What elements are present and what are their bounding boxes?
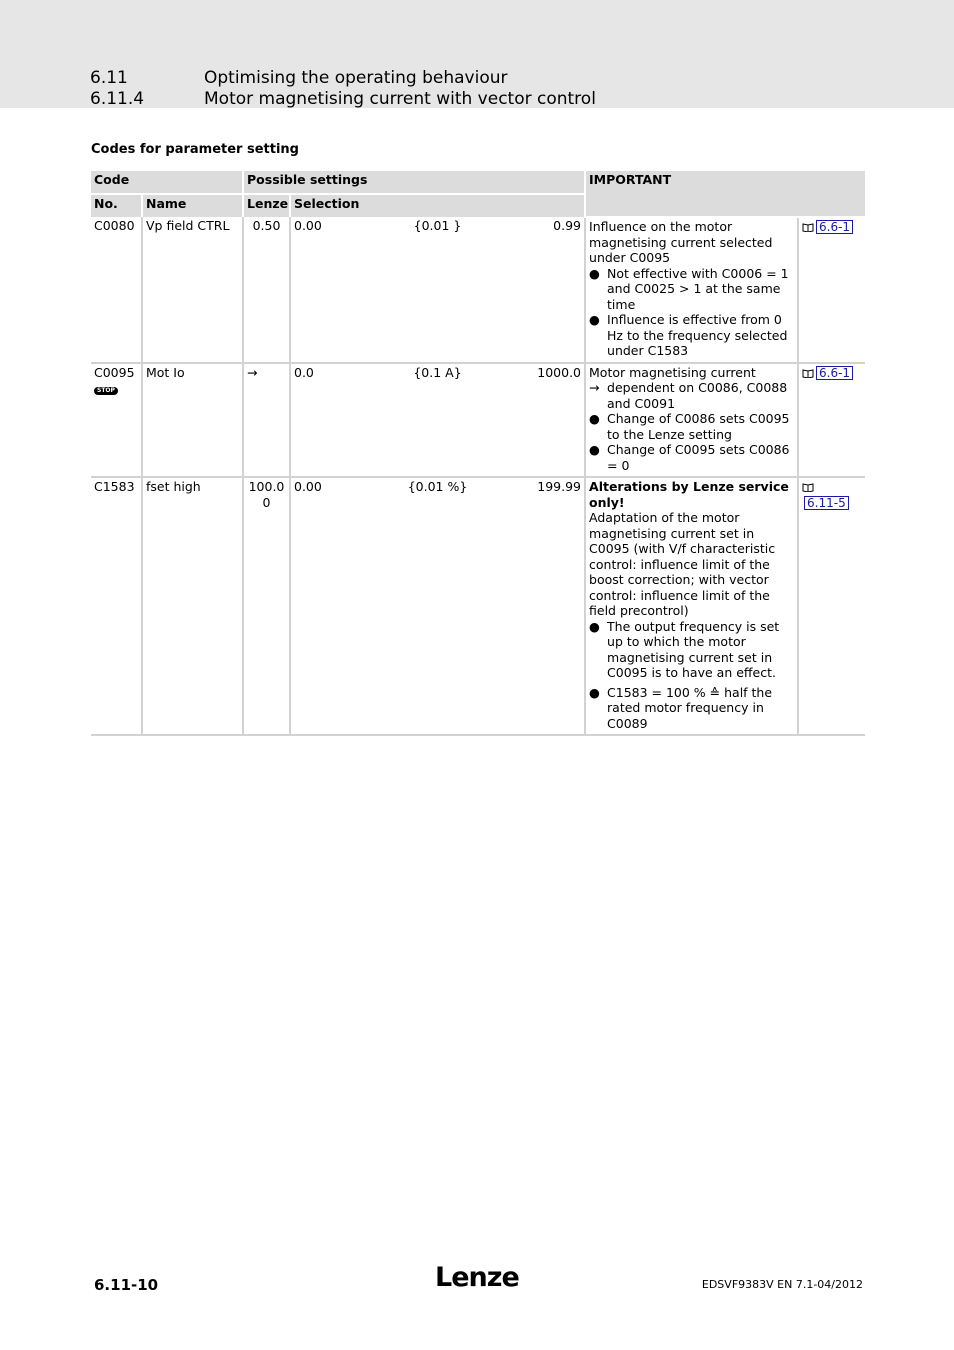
chapter-number: 6.11 — [90, 68, 128, 88]
table-header-row-1 — [91, 171, 865, 194]
section-heading: Motor magnetising current with vector control — [204, 89, 596, 109]
bullet-item: ● Change of C0086 sets C0095 to the Lenze setting — [589, 411, 790, 442]
book-icon — [802, 223, 814, 232]
code-no: C1583 — [91, 477, 142, 735]
table-row — [91, 477, 865, 735]
header-chapter — [90, 68, 508, 88]
code-name: fset high — [142, 477, 243, 735]
reference-cell — [798, 477, 865, 735]
page-number: 6.11-10 — [94, 1276, 159, 1294]
code-no: C0095 — [94, 364, 135, 380]
code-name: Vp field CTRL — [142, 217, 243, 363]
page-reference-link[interactable]: 6.6-1 — [816, 220, 853, 234]
lenze-setting: 100.00 — [243, 477, 290, 735]
selection-cell — [290, 363, 585, 478]
important-cell — [585, 217, 798, 363]
code-no-cell — [91, 363, 142, 478]
header-code: Code — [91, 171, 243, 194]
service-warning: Alterations by Lenze service only! — [589, 479, 789, 510]
bullet-item: ● C1583 = 100 % ≙ half the rated motor frequency in C0089 — [589, 684, 773, 731]
reference-cell — [798, 217, 865, 363]
code-name: Mot Io — [142, 363, 243, 478]
arrow-item: → dependent on C0086, C0088 and C0091 — [589, 380, 788, 411]
selection-min: 0.00 — [294, 479, 322, 494]
book-icon — [802, 483, 814, 492]
selection-max: 1000.0 — [537, 364, 582, 380]
selection-min: 0.00 — [294, 218, 322, 233]
bullet-item: ● Change of C0095 sets C0086 = 0 — [589, 442, 790, 473]
parameter-table — [91, 171, 865, 736]
important-cell — [585, 363, 798, 478]
selection-cell — [290, 217, 585, 363]
arrow-right-icon: → — [589, 380, 600, 395]
table-row — [91, 217, 865, 363]
selection-step: {0.01 %} — [407, 479, 468, 494]
header-no: No. — [91, 194, 142, 217]
header-important: IMPORTANT — [585, 171, 865, 217]
important-intro: Influence on the motor magnetising current selected under C0095 — [589, 219, 773, 265]
section-number: 6.11.4 — [90, 89, 145, 109]
lenze-logo: Lenze — [435, 1262, 519, 1293]
stop-badge-icon: STOP — [94, 387, 118, 395]
bullet-item: ● Not effective with C0006 = 1 and C0025 > 1 at the same time — [589, 265, 789, 312]
header-name: Name — [142, 194, 243, 217]
selection-min: 0.0 — [294, 364, 314, 380]
bullet-item: ● Influence is effective from 0 Hz to the frequency selected under C1583 — [589, 312, 788, 358]
header-selection: Selection — [290, 194, 585, 217]
selection-step: {0.01 } — [413, 218, 462, 233]
header-section — [90, 89, 596, 109]
document-id: EDSVF9383V EN 7.1-04/2012 — [701, 1278, 863, 1291]
header-lenze: Lenze — [243, 194, 290, 217]
important-intro: Adaptation of the motor magnetising current set in C0095 (with V/f characteristic control: influence limit of the boost correction; with vector control: influence limit of the field precontrol) — [589, 510, 776, 618]
selection-step: {0.1 A} — [413, 364, 462, 380]
table-row — [91, 363, 865, 478]
important-cell — [585, 477, 798, 735]
codes-heading: Codes for parameter setting — [91, 142, 299, 157]
lenze-setting: 0.50 — [243, 217, 290, 363]
code-no: C0080 — [91, 217, 142, 363]
chapter-title: Optimising the operating behaviour — [204, 68, 508, 88]
important-intro: Motor magnetising current — [589, 364, 756, 380]
reference-cell — [798, 363, 865, 478]
lenze-setting: → — [243, 363, 290, 478]
selection-max: 0.99 — [553, 218, 582, 233]
header-possible-settings: Possible settings — [243, 171, 585, 194]
selection-max: 199.99 — [537, 479, 582, 494]
book-icon — [802, 369, 814, 378]
page-reference-link[interactable]: 6.11-5 — [804, 496, 849, 510]
page-reference-link[interactable]: 6.6-1 — [816, 366, 853, 380]
selection-cell — [290, 477, 585, 735]
bullet-item: ● The output frequency is set up to which the motor magnetising current set in C0095 is to have an effect. — [589, 618, 780, 680]
